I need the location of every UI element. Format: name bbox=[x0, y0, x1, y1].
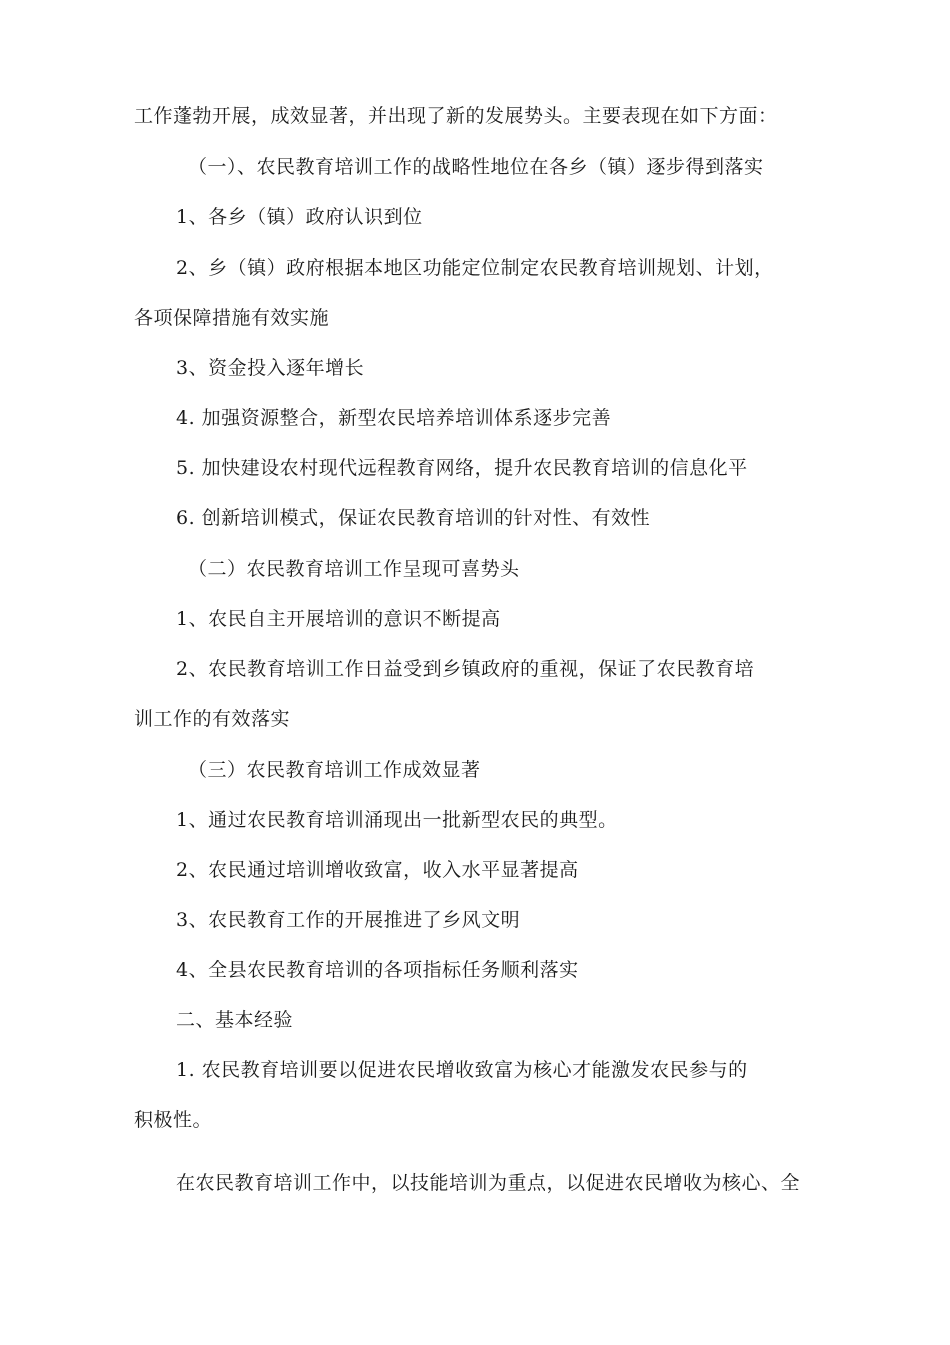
section-heading-3: （三）农民教育培训工作成效显著 bbox=[188, 759, 481, 781]
list-item: 3、农民教育工作的开展推进了乡风文明 bbox=[176, 909, 521, 931]
list-item: 2、乡（镇）政府根据本地区功能定位制定农民教育培训规划、计划， bbox=[176, 257, 774, 279]
list-item: 4、全县农民教育培训的各项指标任务顺利落实 bbox=[176, 959, 579, 981]
list-item: 1、通过农民教育培训涌现出一批新型农民的典型。 bbox=[176, 809, 618, 831]
list-item-continuation: 各项保障措施有效实施 bbox=[134, 307, 330, 329]
paragraph-intro-line: 工作蓬勃开展，成效显著，并出现了新的发展势头。主要表现在如下方面： bbox=[134, 105, 778, 127]
paragraph-body-line: 在农民教育培训工作中，以技能培训为重点，以促进农民增收为核心、全 bbox=[176, 1172, 801, 1194]
list-item: 6. 创新培训模式，保证农民教育培训的针对性、有效性 bbox=[176, 507, 651, 529]
list-item: 1. 农民教育培训要以促进农民增收致富为核心才能激发农民参与的 bbox=[176, 1059, 748, 1081]
list-item: 4. 加强资源整合，新型农民培养培训体系逐步完善 bbox=[176, 407, 612, 429]
section-heading-2: （二）农民教育培训工作呈现可喜势头 bbox=[188, 558, 520, 580]
list-item: 2、农民教育培训工作日益受到乡镇政府的重视，保证了农民教育培 bbox=[176, 658, 755, 680]
section-heading-1: （一）、农民教育培训工作的战略性地位在各乡（镇）逐步得到落实 bbox=[188, 156, 764, 178]
section-heading-experience: 二、基本经验 bbox=[176, 1009, 294, 1031]
list-item-continuation: 积极性。 bbox=[134, 1109, 213, 1131]
list-item: 5. 加快建设农村现代远程教育网络，提升农民教育培训的信息化平 bbox=[176, 457, 748, 479]
list-item: 1、农民自主开展培训的意识不断提高 bbox=[176, 608, 501, 630]
list-item: 1、各乡（镇）政府认识到位 bbox=[176, 206, 423, 228]
list-item: 2、农民通过培训增收致富，收入水平显著提高 bbox=[176, 859, 579, 881]
list-item: 3、资金投入逐年增长 bbox=[176, 357, 365, 379]
list-item-continuation: 训工作的有效落实 bbox=[134, 708, 291, 730]
